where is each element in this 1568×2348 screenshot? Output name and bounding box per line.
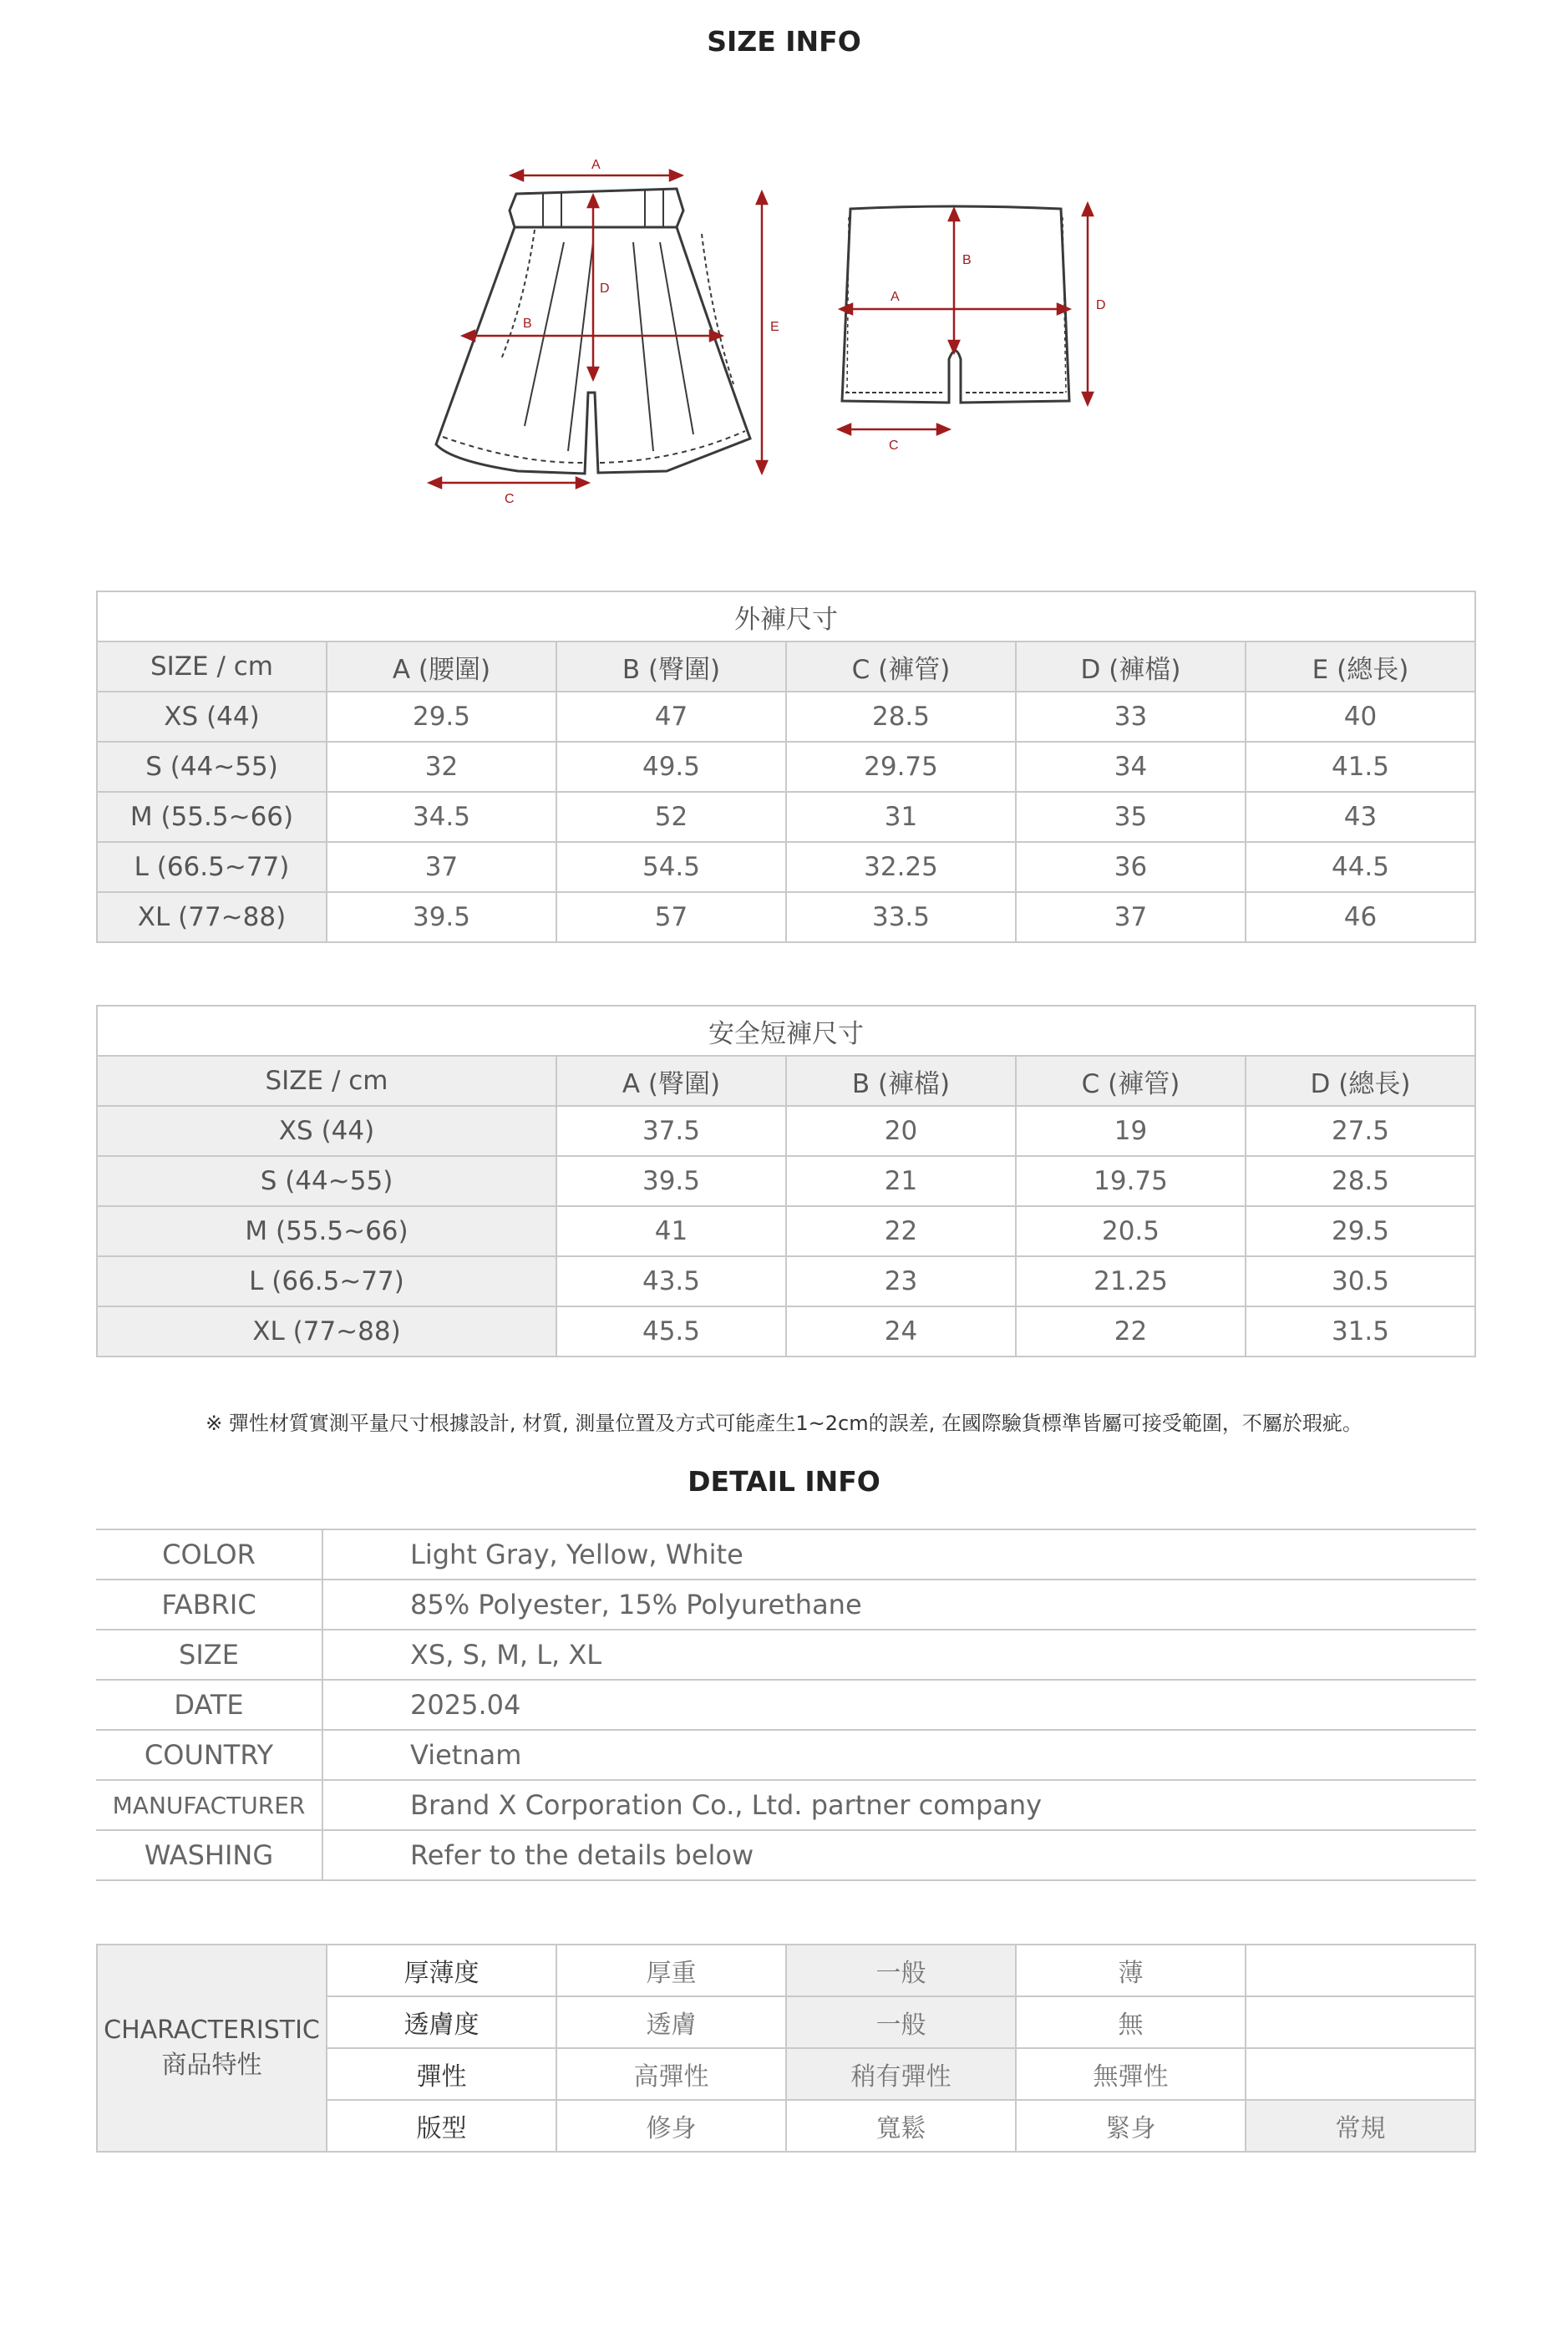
table-cell: 43.5 (556, 1256, 786, 1306)
table-cell: 41.5 (1246, 742, 1475, 792)
size-label-cell: S (44~55) (97, 742, 327, 792)
inner-shorts-outline (842, 206, 1069, 403)
table-cell: 37 (1016, 892, 1246, 942)
detail-key: COLOR (96, 1529, 322, 1580)
table-cell: 21 (786, 1156, 1016, 1206)
inner-header-cell: C (褲管) (1016, 1056, 1246, 1106)
detail-row (96, 1580, 1476, 1630)
detail-key: SIZE (96, 1630, 322, 1680)
detail-value: Refer to the details below (322, 1830, 1476, 1880)
table-cell: 21.25 (1016, 1256, 1246, 1306)
table-cell: 54.5 (556, 842, 786, 892)
characteristic-key: 版型 (327, 2100, 556, 2152)
table-cell: 22 (1016, 1306, 1246, 1357)
outer-label-c: C (505, 492, 515, 506)
characteristic-option (1246, 2048, 1475, 2100)
table-row (97, 1306, 1475, 1357)
inner-label-c: C (889, 439, 899, 451)
table-cell: 29.5 (327, 692, 556, 742)
table-cell: 19 (1016, 1106, 1246, 1156)
detail-row (96, 1680, 1476, 1730)
size-label-cell: XS (44) (97, 692, 327, 742)
table-cell: 40 (1246, 692, 1475, 742)
table-cell: 34.5 (327, 792, 556, 842)
table-row (97, 892, 1475, 942)
inner-header-cell: A (臀圍) (556, 1056, 786, 1106)
table-row (97, 1156, 1475, 1206)
detail-value: 2025.04 (322, 1680, 1476, 1730)
detail-value: Brand X Corporation Co., Ltd. partner company (322, 1780, 1476, 1830)
table-cell: 32 (327, 742, 556, 792)
characteristic-option: 常規 (1246, 2100, 1475, 2152)
table-cell: 20.5 (1016, 1206, 1246, 1256)
table-cell: 49.5 (556, 742, 786, 792)
measurement-note: ※ 彈性材質實測平量尺寸根據設計, 材質, 測量位置及方式可能產生1~2cm的誤差, 在國際驗貨標準皆屬可接受範圍，不屬於瑕疵。 (206, 1412, 1362, 1435)
characteristic-option: 寬鬆 (786, 2100, 1016, 2152)
detail-key: COUNTRY (96, 1730, 322, 1780)
table-cell: 23 (786, 1256, 1016, 1306)
characteristic-option: 高彈性 (556, 2048, 786, 2100)
outer-label-a: A (591, 158, 601, 172)
table-cell: 39.5 (556, 1156, 786, 1206)
table-cell: 41 (556, 1206, 786, 1256)
table-cell: 28.5 (786, 692, 1016, 742)
table-cell: 29.75 (786, 742, 1016, 792)
table-cell: 37 (327, 842, 556, 892)
table-cell: 34 (1016, 742, 1246, 792)
table-cell: 37.5 (556, 1106, 786, 1156)
table-cell: 27.5 (1246, 1106, 1475, 1156)
table-row (97, 742, 1475, 792)
size-label-cell: XL (77~88) (97, 892, 327, 942)
table-cell: 19.75 (1016, 1156, 1246, 1206)
characteristic-row (97, 1945, 1475, 1996)
table-row (97, 842, 1475, 892)
characteristic-label-zh: 商品特性 (161, 2051, 262, 2080)
table-cell: 57 (556, 892, 786, 942)
table-cell: 22 (786, 1206, 1016, 1256)
outer-header-cell: E (總長) (1246, 642, 1475, 692)
characteristic-option: 一般 (786, 1996, 1016, 2048)
table-row (97, 1106, 1475, 1156)
characteristic-label (97, 1945, 327, 2152)
outer-size-table (96, 591, 1476, 943)
table-cell: 47 (556, 692, 786, 742)
characteristic-option: 稍有彈性 (786, 2048, 1016, 2100)
inner-label-d: D (1096, 298, 1106, 312)
table-cell: 44.5 (1246, 842, 1475, 892)
inner-label-b: B (962, 253, 972, 267)
inner-header-cell: D (總長) (1246, 1056, 1475, 1106)
detail-info-title: DETAIL INFO (688, 1465, 880, 1498)
table-cell: 43 (1246, 792, 1475, 842)
table-cell: 29.5 (1246, 1206, 1475, 1256)
outer-header-cell: C (褲管) (786, 642, 1016, 692)
outer-header-cell: SIZE / cm (97, 642, 327, 692)
table-cell: 24 (786, 1306, 1016, 1357)
outer-label-d: D (600, 281, 610, 296)
table-cell: 31.5 (1246, 1306, 1475, 1357)
detail-key: WASHING (96, 1830, 322, 1880)
outer-label-b: B (523, 317, 532, 331)
characteristic-option: 修身 (556, 2100, 786, 2152)
detail-info-table (96, 1529, 1476, 1881)
table-cell: 36 (1016, 842, 1246, 892)
table-cell: 28.5 (1246, 1156, 1475, 1206)
outer-header-cell: A (腰圍) (327, 642, 556, 692)
inner-shorts-diagram (827, 184, 1128, 451)
size-label-cell: L (66.5~77) (97, 1256, 556, 1306)
detail-value: Vietnam (322, 1730, 1476, 1780)
table-cell: 46 (1246, 892, 1475, 942)
inner-table-header-row (97, 1056, 1475, 1106)
detail-value: XS, S, M, L, XL (322, 1630, 1476, 1680)
table-cell: 52 (556, 792, 786, 842)
outer-table-header-row (97, 642, 1475, 692)
table-cell: 20 (786, 1106, 1016, 1156)
characteristic-option (1246, 1996, 1475, 2048)
size-label-cell: XL (77~88) (97, 1306, 556, 1357)
table-cell: 30.5 (1246, 1256, 1475, 1306)
detail-row (96, 1830, 1476, 1880)
inner-size-table (96, 1005, 1476, 1357)
characteristic-option: 無彈性 (1016, 2048, 1246, 2100)
table-cell: 31 (786, 792, 1016, 842)
size-label-cell: M (55.5~66) (97, 792, 327, 842)
inner-label-a: A (891, 290, 900, 304)
size-label-cell: S (44~55) (97, 1156, 556, 1206)
detail-row (96, 1630, 1476, 1680)
characteristic-option: 透膚 (556, 1996, 786, 2048)
outer-table-caption: 外褲尺寸 (97, 591, 1475, 642)
outer-header-cell: B (臀圍) (556, 642, 786, 692)
table-row (97, 792, 1475, 842)
characteristic-option (1246, 1945, 1475, 1996)
characteristic-option: 無 (1016, 1996, 1246, 2048)
table-cell: 33 (1016, 692, 1246, 742)
size-label-cell: XS (44) (97, 1106, 556, 1156)
detail-row (96, 1529, 1476, 1580)
table-cell: 33.5 (786, 892, 1016, 942)
characteristic-key: 厚薄度 (327, 1945, 556, 1996)
outer-label-e: E (770, 320, 779, 334)
size-info-title: SIZE INFO (707, 25, 861, 58)
table-cell: 39.5 (327, 892, 556, 942)
detail-row (96, 1730, 1476, 1780)
characteristic-option: 一般 (786, 1945, 1016, 1996)
detail-row (96, 1780, 1476, 1830)
detail-value: 85% Polyester, 15% Polyurethane (322, 1580, 1476, 1630)
detail-key: MANUFACTURER (96, 1780, 322, 1830)
table-row (97, 1206, 1475, 1256)
inner-table-caption: 安全短褲尺寸 (97, 1006, 1475, 1056)
characteristic-key: 透膚度 (327, 1996, 556, 2048)
outer-shorts-diagram (418, 150, 819, 510)
table-cell: 35 (1016, 792, 1246, 842)
table-cell: 32.25 (786, 842, 1016, 892)
detail-value: Light Gray, Yellow, White (322, 1529, 1476, 1580)
detail-key: DATE (96, 1680, 322, 1730)
size-label-cell: L (66.5~77) (97, 842, 327, 892)
characteristic-label-en: CHARACTERISTIC (104, 2016, 320, 2045)
detail-key: FABRIC (96, 1580, 322, 1630)
outer-header-cell: D (褲檔) (1016, 642, 1246, 692)
size-label-cell: M (55.5~66) (97, 1206, 556, 1256)
characteristic-option: 厚重 (556, 1945, 786, 1996)
characteristic-table (96, 1944, 1476, 2153)
characteristic-key: 彈性 (327, 2048, 556, 2100)
table-cell: 45.5 (556, 1306, 786, 1357)
characteristic-option: 薄 (1016, 1945, 1246, 1996)
table-row (97, 692, 1475, 742)
characteristic-option: 緊身 (1016, 2100, 1246, 2152)
table-row (97, 1256, 1475, 1306)
inner-header-cell: SIZE / cm (97, 1056, 556, 1106)
inner-header-cell: B (褲檔) (786, 1056, 1016, 1106)
